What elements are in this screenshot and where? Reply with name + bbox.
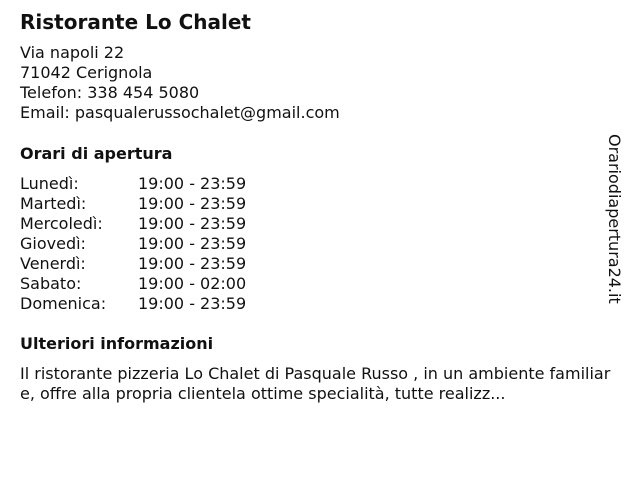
watermark-text: Orariodiapertura24.it — [605, 134, 624, 304]
time-range: 19:00 - 23:59 — [138, 254, 247, 273]
day-label: Sabato: — [20, 274, 82, 293]
hours-row-monday — [20, 174, 246, 194]
phone-number: Telefon: 338 454 5080 — [20, 83, 200, 102]
hours-row-saturday — [20, 274, 246, 294]
restaurant-name: Ristorante Lo Chalet — [20, 10, 251, 34]
email-address: Email: pasqualerussochalet@gmail.com — [20, 103, 340, 122]
day-label: Giovedì: — [20, 234, 86, 253]
additional-info-heading: Ulteriori informazioni — [20, 334, 214, 353]
hours-row-wednesday — [20, 214, 246, 234]
time-range: 19:00 - 23:59 — [138, 194, 247, 213]
address-street: Via napoli 22 — [20, 43, 125, 62]
day-label: Martedì: — [20, 194, 87, 213]
opening-hours-heading: Orari di apertura — [20, 144, 173, 163]
additional-info-text: Il ristorante pizzeria Lo Chalet di Pasquale Russo , in un ambiente familiare, offre alla propria clientela ottime specialità, tutte realizz... — [20, 364, 611, 403]
day-label: Mercoledì: — [20, 214, 103, 233]
time-range: 19:00 - 23:59 — [138, 234, 247, 253]
day-label: Lunedì: — [20, 174, 79, 193]
address-block — [20, 43, 340, 123]
day-label: Venerdì: — [20, 254, 86, 273]
opening-hours-table — [20, 174, 246, 314]
hours-row-tuesday — [20, 194, 246, 214]
time-range: 19:00 - 23:59 — [138, 214, 247, 233]
address-city: 71042 Cerignola — [20, 63, 153, 82]
time-range: 19:00 - 23:59 — [138, 174, 247, 193]
day-label: Domenica: — [20, 294, 107, 313]
hours-row-thursday — [20, 234, 246, 254]
hours-row-friday — [20, 254, 246, 274]
hours-row-sunday — [20, 294, 246, 314]
time-range: 19:00 - 02:00 — [138, 274, 247, 293]
time-range: 19:00 - 23:59 — [138, 294, 247, 313]
